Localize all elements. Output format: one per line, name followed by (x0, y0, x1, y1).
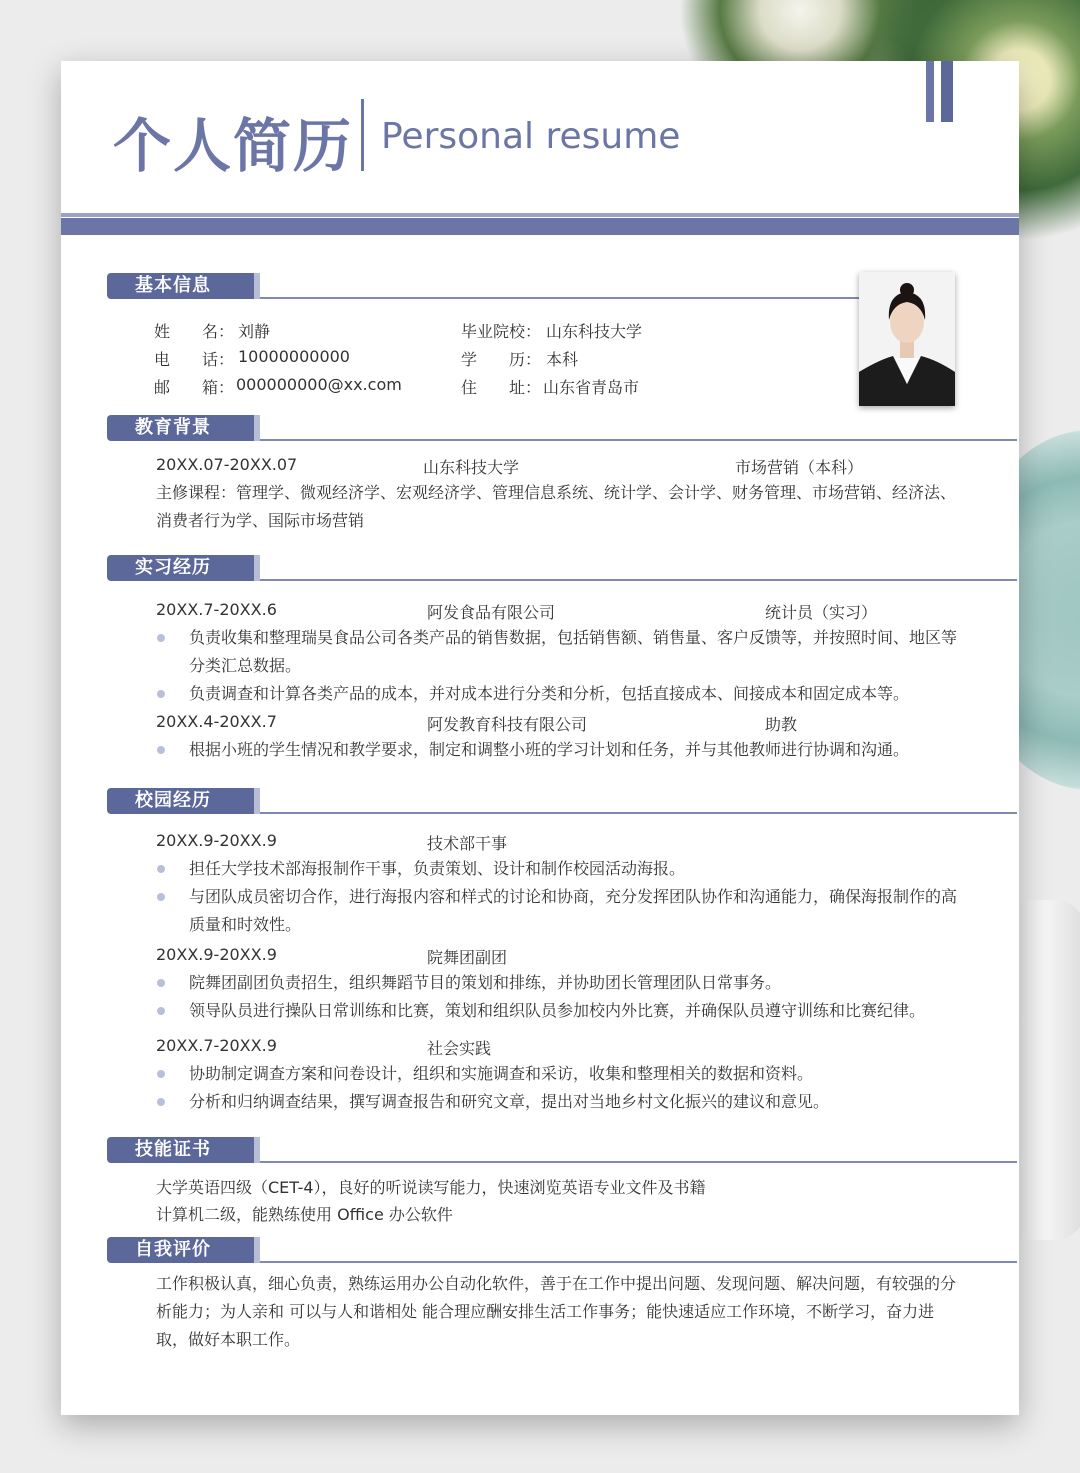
section-header-self (107, 1237, 923, 1263)
campus-bullet: 担任大学技术部海报制作干事，负责策划、设计和制作校园活动海报。 (189, 859, 686, 878)
tab-edge (254, 1237, 260, 1263)
intern-bullet: 根据小班的学生情况和教学要求，制定和调整小班的学习计划和任务，并与其他教师进行协调和沟通。 (189, 740, 910, 759)
intern-company: 阿发教育科技有限公司 (427, 715, 588, 734)
header-band-thin (61, 213, 1019, 217)
intern-role: 助教 (765, 715, 798, 734)
bullet-dot (157, 690, 165, 698)
header-band (61, 218, 1019, 235)
campus-bullet: 院舞团副团负责招生，组织舞蹈节目的策划和排练，并协助团长管理团队日常事务。 (189, 973, 782, 992)
intern-period: 20XX.4-20XX.7 (156, 712, 277, 731)
intern-bullet: 负责收集和整理瑞昊食品公司各类产品的销售数据，包括销售额、销售量、客户反馈等，并按照时间、地区等分类汇总数据。 (189, 628, 958, 675)
bullet-dot (157, 979, 165, 987)
campus-role: 院舞团副团 (427, 948, 508, 967)
campus-period: 20XX.7-20XX.9 (156, 1036, 277, 1055)
bullet-dot (157, 865, 165, 873)
section-header-campus (107, 788, 923, 814)
degree-label: 学 历： (461, 350, 542, 369)
section-header-education (107, 415, 923, 441)
section-title: 校园经历 (107, 788, 254, 814)
tab-edge (254, 788, 260, 814)
section-header-skills (107, 1137, 923, 1163)
section-header-internship (107, 555, 923, 581)
edu-period: 20XX.07-20XX.07 (156, 455, 298, 474)
school-label: 毕业院校： (461, 322, 542, 341)
campus-bullet: 领导队员进行操队日常训练和比赛，策划和组织队员参加校内外比赛，并确保队员遵守训练和比赛纪律。 (189, 1001, 926, 1020)
edu-school: 山东科技大学 (423, 458, 520, 477)
tab-edge (254, 555, 260, 581)
campus-bullet: 协助制定调查方案和问卷设计，组织和实施调查和采访，收集和整理相关的数据和资料。 (189, 1064, 814, 1083)
bullet-dot (157, 893, 165, 901)
bullet-dot (157, 1070, 165, 1078)
name-label: 姓 名： (154, 322, 235, 341)
corner-decoration (941, 61, 953, 122)
resume-page (61, 61, 1019, 1415)
bullet-dot (157, 746, 165, 754)
section-title: 自我评价 (107, 1237, 254, 1263)
name-value: 刘静 (238, 322, 271, 341)
section-line (260, 1261, 1017, 1263)
campus-period: 20XX.9-20XX.9 (156, 945, 277, 964)
bullet-dot (157, 1007, 165, 1015)
skill-item: 计算机二级，能熟练使用 Office 办公软件 (156, 1205, 453, 1224)
self-evaluation: 工作积极认真，细心负责，熟练运用办公自动化软件，善于在工作中提出问题、发现问题、解决问题，有较强的分析能力；为人亲和 可以与人和谐相处 能合理应酬安排生活工作事务；能快速适应工作环境，不断学习，奋力进取，做好本职工作。 (156, 1274, 957, 1349)
tab-edge (254, 1137, 260, 1163)
intern-period: 20XX.7-20XX.6 (156, 600, 277, 619)
school-value: 山东科技大学 (546, 322, 643, 341)
intern-company: 阿发食品有限公司 (427, 603, 556, 622)
section-line (260, 297, 871, 299)
intern-bullet: 负责调查和计算各类产品的成本，并对成本进行分类和分析，包括直接成本、间接成本和固定成本等。 (189, 684, 910, 703)
section-title: 教育背景 (107, 415, 254, 441)
campus-bullet: 分析和归纳调查结果，撰写调查报告和研究文章，提出对当地乡村文化振兴的建议和意见。 (189, 1092, 830, 1111)
section-title: 实习经历 (107, 555, 254, 581)
edu-major: 市场营销（本科） (735, 458, 864, 477)
degree-value: 本科 (546, 350, 579, 369)
profile-photo (859, 272, 955, 406)
section-header-basic (107, 273, 923, 299)
section-line (260, 439, 1017, 441)
skill-item: 大学英语四级（CET-4），良好的听说读写能力，快速浏览英语专业文件及书籍 (156, 1178, 706, 1197)
intern-role: 统计员（实习） (765, 603, 878, 622)
section-title: 技能证书 (107, 1137, 254, 1163)
section-line (260, 579, 1017, 581)
address-label: 住 址： (461, 378, 542, 397)
phone-value: 10000000000 (238, 347, 350, 366)
phone-label: 电 话： (154, 350, 235, 369)
section-title: 基本信息 (107, 273, 254, 299)
address-value: 山东省青岛市 (543, 378, 640, 397)
email-value: 000000000@xx.com (236, 375, 402, 394)
bullet-dot (157, 634, 165, 642)
title-divider (361, 99, 364, 171)
tab-edge (254, 415, 260, 441)
email-label: 邮 箱： (154, 378, 235, 397)
tab-edge (254, 273, 260, 299)
campus-role: 社会实践 (427, 1039, 492, 1058)
page-subtitle: Personal resume (381, 116, 681, 157)
bullet-dot (157, 1098, 165, 1106)
campus-role: 技术部干事 (427, 834, 508, 853)
page-title: 个人简历 (113, 112, 354, 180)
campus-period: 20XX.9-20XX.9 (156, 831, 277, 850)
section-line (260, 812, 1017, 814)
portrait-illustration (859, 272, 955, 406)
section-line (260, 1161, 1017, 1163)
campus-bullet: 与团队成员密切合作，进行海报内容和样式的讨论和协商，充分发挥团队协作和沟通能力，确保海报制作的高质量和时效性。 (189, 887, 958, 934)
edu-courses: 主修课程：管理学、微观经济学、宏观经济学、管理信息系统、统计学、会计学、财务管理、市场营销、经济法、消费者行为学、国际市场营销 (156, 483, 957, 530)
corner-decoration (926, 61, 934, 122)
